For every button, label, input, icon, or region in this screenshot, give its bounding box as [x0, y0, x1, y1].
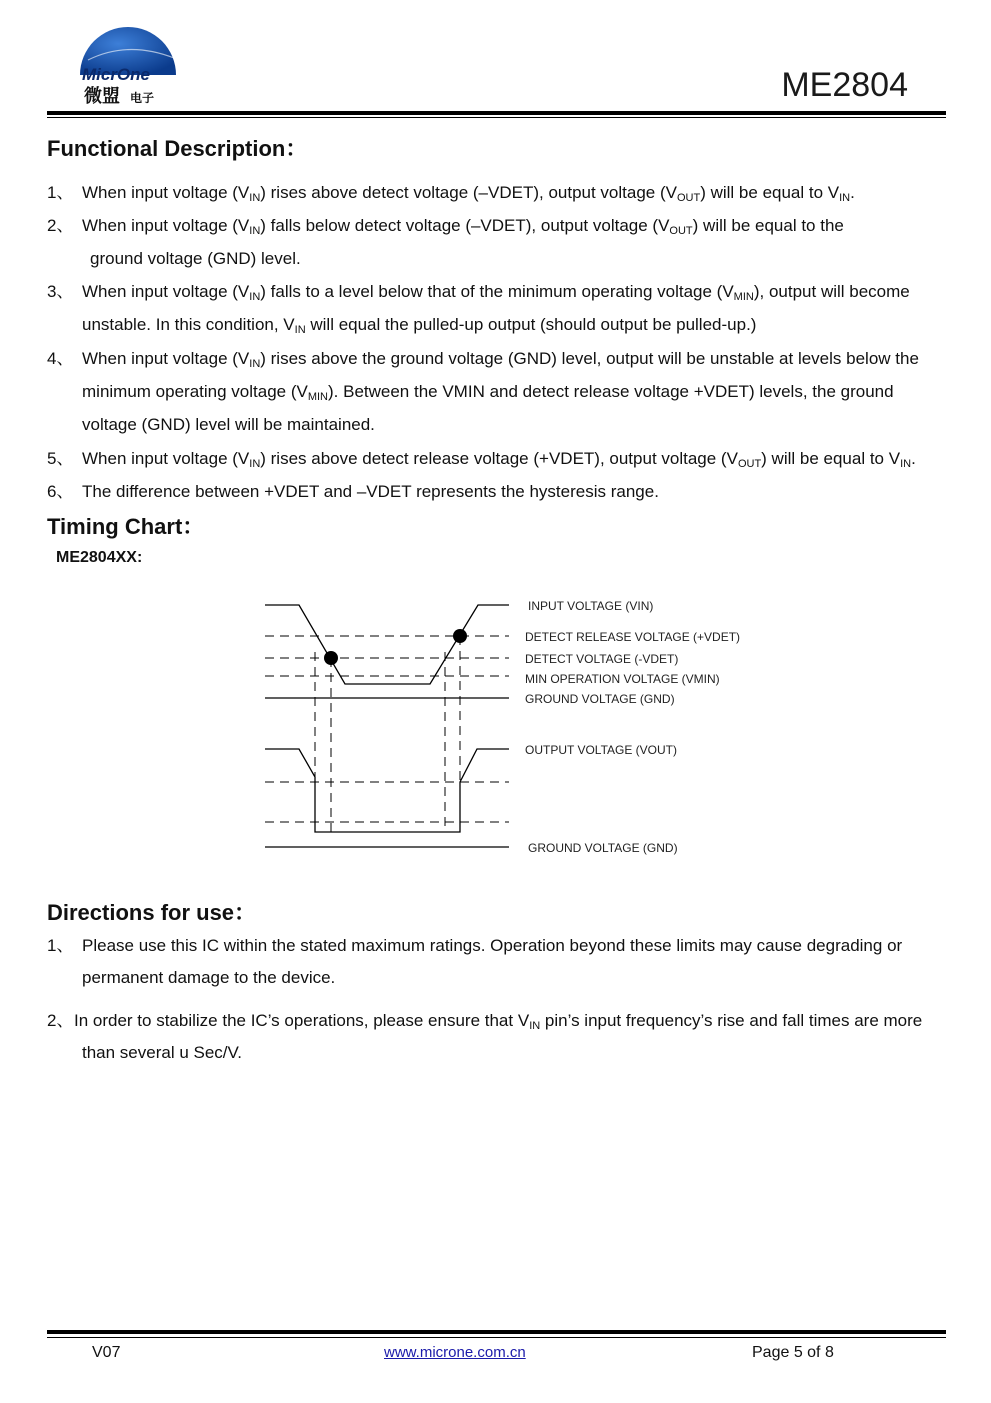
functional-item-4: 4、 When input voltage $(V_{IN})$ rises above the ground voltage (GND) level, output will be unstable at levels below the minimum operating voltage $(V_{MIN})$. Between the VMIN and detect release voltage +VDET) levels, the ground voltage (GND) level will be maintained.	[47, 349, 919, 434]
label-vmin: MIN OPERATION VOLTAGE (VMIN)	[525, 672, 720, 686]
label-vdet-minus: DETECT VOLTAGE (-VDET)	[525, 652, 679, 666]
directions-item-2: 2、In order to stabilize the IC’s operations, please ensure that $V_{IN}$ pin’s input frequency’s rise and fall times are more than several u Sec/V.	[47, 1011, 923, 1062]
footer-version: V07	[92, 1344, 121, 1361]
functional-item-1: 1、 When input voltage $(V_{IN})$ rises above detect voltage (–VDET), output voltage $(V_{OUT})$ will be equal to $V_{IN}$.	[47, 183, 855, 204]
directions-heading: Directions for use：	[47, 900, 257, 925]
functional-item-5: 5、 When input voltage $(V_{IN})$ rises above detect release voltage (+VDET), output voltage $(V_{OUT})$ will be equal to $V_{IN}$.	[47, 449, 916, 470]
vdet-minus-point	[324, 651, 338, 665]
label-vin: INPUT VOLTAGE (VIN)	[528, 599, 654, 613]
vin-waveform	[265, 605, 509, 684]
footer-rule-thin	[47, 1337, 946, 1338]
functional-item-6: 6、 The difference between +VDET and –VDET represents the hysteresis range.	[47, 482, 659, 501]
microne-logo	[78, 20, 182, 108]
footer-link-wrap	[384, 1344, 526, 1361]
footer-url-link[interactable]: www.microne.com.cn	[384, 1344, 526, 1361]
footer-rule-thick	[47, 1330, 946, 1334]
header-rule-thin	[47, 117, 946, 118]
label-vout: OUTPUT VOLTAGE (VOUT)	[525, 743, 678, 757]
functional-item-3: 3、 When input voltage $(V_{IN})$ falls to a level below that of the minimum operating voltage $(V_{MIN})$, output will become unstable. In this condition, $V_{IN}$ will equal the pulled-up output (should output be pulled-up.)	[47, 282, 910, 336]
document-title: ME2804	[781, 66, 908, 104]
logo-text-cn: 微盟	[84, 86, 120, 107]
logo-text-cn-small: 电子	[130, 91, 155, 105]
timing-chart	[255, 592, 775, 869]
timing-heading: Timing Chart：	[47, 514, 205, 539]
logo-text-en: MicrOne	[82, 65, 151, 84]
label-gnd-top: GROUND VOLTAGE (GND)	[525, 692, 675, 706]
vout-waveform	[265, 749, 509, 832]
label-gnd-bottom: GROUND VOLTAGE (GND)	[528, 841, 678, 855]
vdet-plus-point	[453, 629, 467, 643]
label-vdet-plus: DETECT RELEASE VOLTAGE (+VDET)	[525, 630, 741, 644]
timing-model-label: ME2804XX:	[56, 549, 143, 566]
directions-item-1: 1、 Please use this IC within the stated maximum ratings. Operation beyond these limits may cause degrading or permanent damage to the device.	[47, 936, 903, 987]
functional-heading: Functional Description：	[47, 136, 308, 161]
functional-item-2: 2、 When input voltage $(V_{IN})$ falls below detect voltage (–VDET), output voltage $(V_{OUT})$ will be equal to the ground voltage (GND) level.	[47, 216, 844, 268]
footer-page-number: Page 5 of 8	[752, 1344, 834, 1361]
header-rule-thick	[47, 111, 946, 115]
